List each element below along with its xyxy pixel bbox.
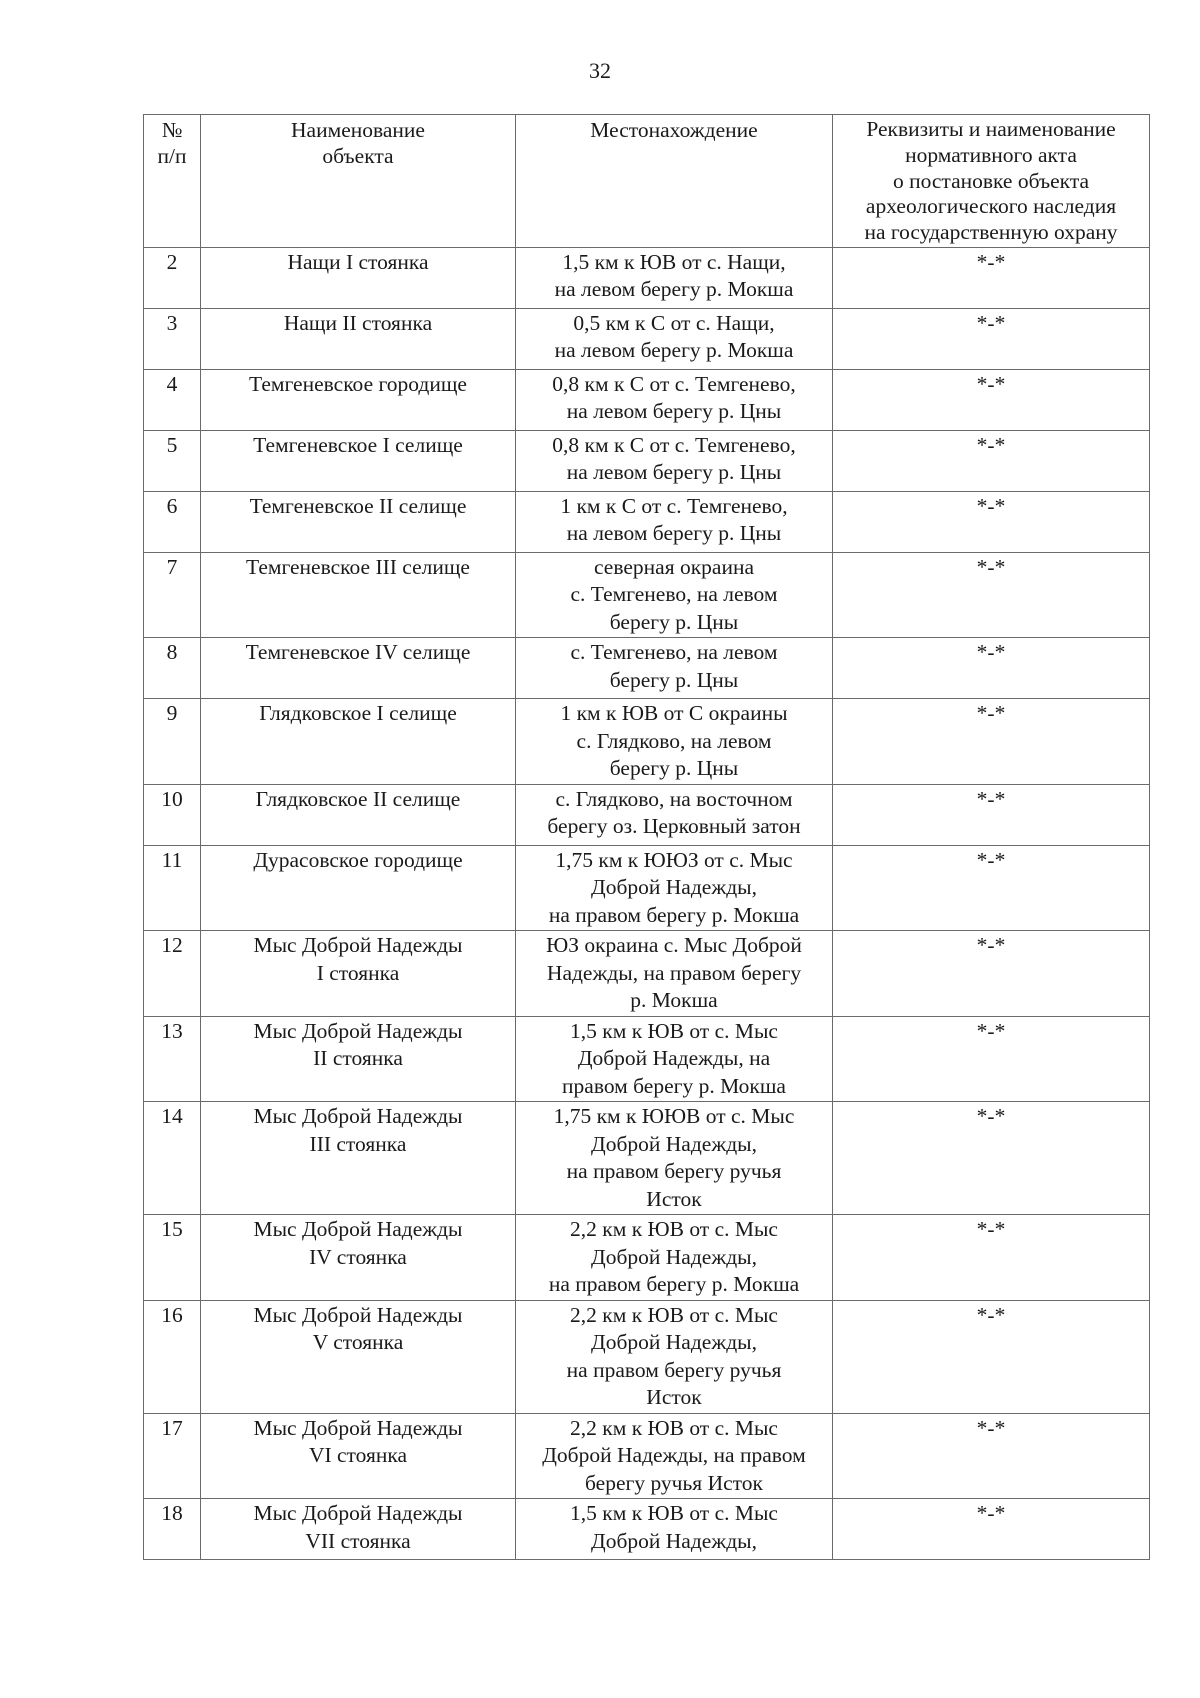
row-number: 18 xyxy=(144,1499,201,1560)
normative-act: *-* xyxy=(833,845,1150,931)
table-row xyxy=(144,638,1150,699)
object-location: 1 км к С от с. Темгенево, на левом берегу р. Цны xyxy=(516,491,833,552)
table-row xyxy=(144,308,1150,369)
row-number: 12 xyxy=(144,931,201,1017)
normative-act: *-* xyxy=(833,247,1150,308)
normative-act: *-* xyxy=(833,1102,1150,1215)
object-location: 1,5 км к ЮВ от с. Мыс Доброй Надежды, xyxy=(516,1499,833,1560)
normative-act: *-* xyxy=(833,308,1150,369)
table-row xyxy=(144,1499,1150,1560)
object-location: 2,2 км к ЮВ от с. Мыс Доброй Надежды, на правом берегу ручья Исток xyxy=(516,1413,833,1499)
object-location: северная окраина с. Темгенево, на левом берегу р. Цны xyxy=(516,552,833,638)
table-row xyxy=(144,1215,1150,1301)
table-body xyxy=(144,247,1150,1560)
object-name: Темгеневское III селище xyxy=(201,552,516,638)
normative-act: *-* xyxy=(833,491,1150,552)
table-row xyxy=(144,1102,1150,1215)
row-number: 6 xyxy=(144,491,201,552)
normative-act: *-* xyxy=(833,369,1150,430)
table-row xyxy=(144,369,1150,430)
page-number: 32 xyxy=(589,58,611,83)
normative-act: *-* xyxy=(833,552,1150,638)
object-location: с. Темгенево, на левом берегу р. Цны xyxy=(516,638,833,699)
row-number: 13 xyxy=(144,1016,201,1102)
header-row xyxy=(144,115,1150,248)
object-location: 1 км к ЮВ от С окраины с. Глядково, на левом берегу р. Цны xyxy=(516,699,833,785)
object-location: 1,75 км к ЮЮВ от с. Мыс Доброй Надежды, на правом берегу ручья Исток xyxy=(516,1102,833,1215)
object-name: Мыс Доброй Надежды I стоянка xyxy=(201,931,516,1017)
normative-act: *-* xyxy=(833,931,1150,1017)
object-name: Темгеневское городище xyxy=(201,369,516,430)
table-row xyxy=(144,552,1150,638)
object-location: с. Глядково, на восточном берегу оз. Церковный затон xyxy=(516,784,833,845)
table-row xyxy=(144,699,1150,785)
normative-act: *-* xyxy=(833,784,1150,845)
object-name: Мыс Доброй Надежды II стоянка xyxy=(201,1016,516,1102)
normative-act: *-* xyxy=(833,430,1150,491)
row-number: 3 xyxy=(144,308,201,369)
row-number: 7 xyxy=(144,552,201,638)
header-object-name: Наименование объекта xyxy=(201,115,516,248)
table-row xyxy=(144,784,1150,845)
object-location: 0,8 км к С от с. Темгенево, на левом берегу р. Цны xyxy=(516,369,833,430)
row-number: 2 xyxy=(144,247,201,308)
object-name: Глядковское I селище xyxy=(201,699,516,785)
table-row xyxy=(144,247,1150,308)
object-location: 0,8 км к С от с. Темгенево, на левом берегу р. Цны xyxy=(516,430,833,491)
object-location: 2,2 км к ЮВ от с. Мыс Доброй Надежды, на правом берегу р. Мокша xyxy=(516,1215,833,1301)
object-name: Нащи II стоянка xyxy=(201,308,516,369)
row-number: 8 xyxy=(144,638,201,699)
row-number: 4 xyxy=(144,369,201,430)
object-name: Мыс Доброй Надежды IV стоянка xyxy=(201,1215,516,1301)
object-location: 1,75 км к ЮЮЗ от с. Мыс Доброй Надежды, на правом берегу р. Мокша xyxy=(516,845,833,931)
row-number: 17 xyxy=(144,1413,201,1499)
row-number: 15 xyxy=(144,1215,201,1301)
object-location: 1,5 км к ЮВ от с. Мыс Доброй Надежды, на правом берегу р. Мокша xyxy=(516,1016,833,1102)
object-name: Темгеневское II селище xyxy=(201,491,516,552)
normative-act: *-* xyxy=(833,1413,1150,1499)
normative-act: *-* xyxy=(833,638,1150,699)
object-name: Нащи I стоянка xyxy=(201,247,516,308)
table-row xyxy=(144,1413,1150,1499)
row-number: 11 xyxy=(144,845,201,931)
row-number: 14 xyxy=(144,1102,201,1215)
object-name: Мыс Доброй Надежды III стоянка xyxy=(201,1102,516,1215)
table-row xyxy=(144,845,1150,931)
normative-act: *-* xyxy=(833,1215,1150,1301)
normative-act: *-* xyxy=(833,1016,1150,1102)
table-row xyxy=(144,1300,1150,1413)
row-number: 10 xyxy=(144,784,201,845)
normative-act: *-* xyxy=(833,1499,1150,1560)
table-row xyxy=(144,430,1150,491)
object-name: Глядковское II селище xyxy=(201,784,516,845)
row-number: 5 xyxy=(144,430,201,491)
object-location: 2,2 км к ЮВ от с. Мыс Доброй Надежды, на правом берегу ручья Исток xyxy=(516,1300,833,1413)
object-name: Темгеневское I селище xyxy=(201,430,516,491)
table-row xyxy=(144,931,1150,1017)
normative-act: *-* xyxy=(833,1300,1150,1413)
header-location: Местонахождение xyxy=(516,115,833,248)
object-name: Мыс Доброй Надежды V стоянка xyxy=(201,1300,516,1413)
object-location: 1,5 км к ЮВ от с. Нащи, на левом берегу р. Мокша xyxy=(516,247,833,308)
object-location: 0,5 км к С от с. Нащи, на левом берегу р. Мокша xyxy=(516,308,833,369)
table-header xyxy=(144,115,1150,248)
object-name: Мыс Доброй Надежды VII стоянка xyxy=(201,1499,516,1560)
object-name: Темгеневское IV селище xyxy=(201,638,516,699)
object-name: Дурасовское городище xyxy=(201,845,516,931)
table-row xyxy=(144,491,1150,552)
archaeological-sites-table xyxy=(143,114,1150,1560)
normative-act: *-* xyxy=(833,699,1150,785)
object-name: Мыс Доброй Надежды VI стоянка xyxy=(201,1413,516,1499)
object-location: ЮЗ окраина с. Мыс Доброй Надежды, на правом берегу р. Мокша xyxy=(516,931,833,1017)
row-number: 16 xyxy=(144,1300,201,1413)
header-normative-act: Реквизиты и наименование нормативного акта о постановке объекта археологического наследия на государственную охрану xyxy=(833,115,1150,248)
row-number: 9 xyxy=(144,699,201,785)
header-number: № п/п xyxy=(144,115,201,248)
table-row xyxy=(144,1016,1150,1102)
